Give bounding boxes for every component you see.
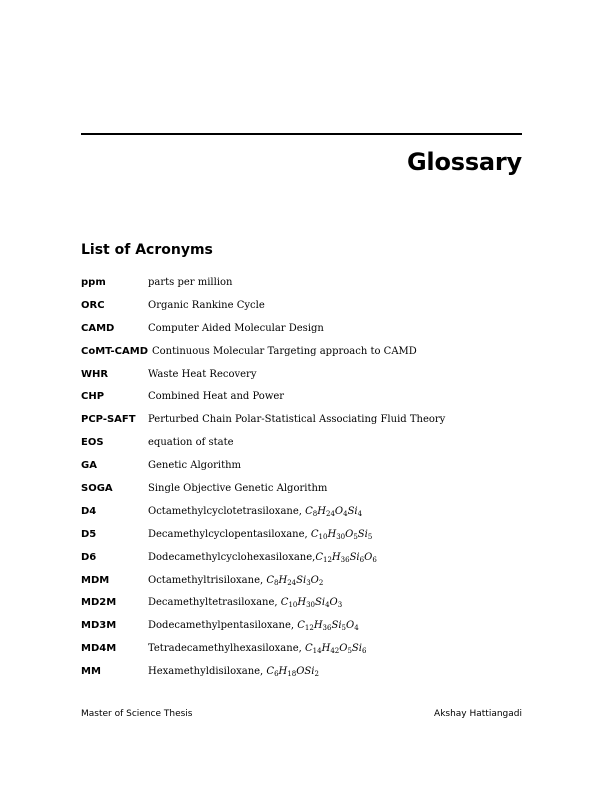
acronym-abbr: GA [81,460,97,472]
formula-element: H [327,528,337,540]
chemical-formula [305,506,362,517]
formula-element: H [297,597,307,609]
formula-element: O [334,505,344,517]
acronym-abbr: WHR [81,368,109,380]
formula-element: C [310,528,319,540]
acronym-row [81,346,522,369]
acronym-definition-text: Dodecamethylcyclohexasiloxane, [148,551,316,563]
acronym-definition [148,437,234,448]
formula-element: Si [315,597,326,609]
acronym-abbr: MD3M [81,620,117,632]
formula-element: Si [331,620,342,632]
acronym-definition [148,666,319,677]
acronym-row [81,369,522,392]
acronym-abbr: ppm [81,277,106,288]
acronym-definition [148,506,362,517]
chemical-formula [305,643,366,654]
acronym-abbr: MD4M [81,643,117,655]
formula-subscript: 36 [340,555,350,564]
acronym-row [81,529,522,552]
formula-subscript: 10 [318,532,328,541]
acronym-definition [148,323,324,334]
formula-subscript: 5 [367,532,373,541]
acronym-definition-text: Dodecamethylpentasiloxane, [148,620,298,632]
formula-element: Si [349,551,360,563]
acronym-definition-text: Genetic Algorithm [148,460,242,472]
formula-subscript: 10 [288,601,298,610]
acronym-row [81,620,522,643]
acronym-row [81,597,522,620]
acronym-row [81,391,522,414]
acronym-abbr: SOGA [81,483,113,495]
formula-element: Si [351,643,362,655]
formula-element: C [280,597,289,609]
formula-subscript: 42 [330,647,340,656]
formula-subscript: 6 [359,555,365,564]
acronym-definition-text: Octamethyltrisiloxane, [148,574,267,586]
acronym-definition-text: Tetradecamethylhexasiloxane, [148,643,305,655]
formula-element: O [346,620,355,632]
formula-element: C [315,551,323,563]
acronym-definition-text: Single Objective Genetic Algorithm [148,483,328,495]
acronym-row [81,437,522,460]
formula-subscript: 24 [325,509,335,518]
formula-element: C [305,643,313,655]
acronym-abbr: D5 [81,528,97,540]
formula-element: O [339,643,348,655]
acronym-definition [148,300,265,311]
acronym-definition [148,483,327,494]
formula-subscript: 5 [341,624,346,633]
footer-right: Akshay Hattiangadi [434,709,522,719]
chapter-rule [81,133,522,135]
acronym-abbr: MM [81,666,101,678]
acronym-row [81,552,522,575]
acronym-row [81,575,522,598]
acronym-definition [148,620,359,631]
formula-subscript: 8 [274,578,279,587]
acronym-abbr: MDM [81,574,110,586]
formula-element: H [278,666,288,678]
acronym-definition [148,391,284,402]
formula-element: O [345,528,354,540]
section-heading: List of Acronyms [81,242,213,258]
acronym-definition [148,369,256,380]
formula-element: H [313,620,323,632]
formula-subscript: 6 [274,670,279,679]
acronym-row [81,506,522,529]
chapter-title: Glossary [406,148,522,176]
chemical-formula [281,597,342,608]
formula-element: C [266,666,275,678]
formula-subscript: 12 [323,555,332,564]
formula-element: O [364,551,373,563]
acronym-abbr: D4 [81,505,97,517]
acronym-definition [152,346,417,357]
formula-element: C [305,505,313,517]
acronym-row [81,323,522,346]
acronym-definition-text: Hexamethyldisiloxane, [148,666,267,678]
acronym-definition-text: equation of state [148,437,234,449]
formula-subscript: 3 [337,601,343,610]
chemical-formula [311,529,372,540]
acronym-definition [148,460,241,471]
acronym-definition [148,597,342,608]
formula-element: H [278,574,288,586]
formula-subscript: 6 [361,647,367,656]
formula-subscript: 3 [306,578,311,587]
formula-subscript: 30 [306,601,316,610]
acronym-row [81,277,522,300]
acronym-abbr: CoMT-CAMD [81,345,148,357]
formula-element: O [310,574,319,586]
acronym-definition-text: Continuous Molecular Targeting approach to CAMD [152,345,417,357]
acronym-definition-text: Octamethylcyclotetrasiloxane, [148,505,306,517]
acronym-list [81,277,522,689]
acronym-abbr: PCP-SAFT [81,414,136,426]
acronym-abbr: CAMD [81,322,115,334]
formula-element: H [321,643,331,655]
formula-element: O [329,597,338,609]
formula-subscript: 24 [287,578,297,587]
formula-subscript: 2 [318,578,324,587]
footer-left: Master of Science Thesis [81,709,193,719]
acronym-row [81,460,522,483]
formula-subscript: 6 [372,555,377,564]
formula-element: H [331,551,341,563]
formula-subscript: 8 [312,509,318,518]
formula-subscript: 4 [325,601,330,610]
formula-element: OSi [296,666,315,678]
formula-element: C [297,620,305,632]
formula-subscript: 14 [312,647,322,656]
formula-element: Si [347,505,358,517]
acronym-row [81,643,522,666]
formula-subscript: 5 [347,647,352,656]
formula-subscript: 5 [353,532,358,541]
chemical-formula [266,666,319,677]
acronym-definition [148,575,323,586]
acronym-abbr: EOS [81,437,104,449]
acronym-definition-text: Combined Heat and Power [148,391,285,403]
chemical-formula [297,620,358,631]
formula-subscript: 30 [336,532,346,541]
acronym-definition-text: parts per million [148,277,233,288]
formula-subscript: 18 [287,670,297,679]
acronym-definition [148,643,366,654]
acronym-definition-text: Decamethylcyclopentasiloxane, [148,528,311,540]
formula-element: C [266,574,275,586]
formula-element: Si [357,528,368,540]
formula-subscript: 2 [314,670,319,679]
acronym-row [81,414,522,437]
formula-element: Si [296,574,307,586]
formula-element: H [317,505,326,517]
acronym-definition [148,552,377,563]
formula-subscript: 36 [322,624,332,633]
acronym-abbr: D6 [81,551,97,563]
acronym-definition-text: Decamethyltetrasiloxane, [148,597,281,609]
acronym-row [81,300,522,323]
acronym-row [81,666,522,689]
formula-subscript: 4 [357,509,363,518]
acronym-definition [148,277,233,288]
formula-subscript: 4 [354,624,359,633]
acronym-definition [148,414,445,425]
chemical-formula [266,575,323,586]
acronym-abbr: CHP [81,391,105,403]
formula-subscript: 12 [304,624,314,633]
acronym-row [81,483,522,506]
acronym-definition-text: Waste Heat Recovery [148,368,257,380]
acronym-abbr: MD2M [81,597,117,609]
chemical-formula [315,552,376,563]
acronym-definition-text: Computer Aided Molecular Design [148,322,324,334]
acronym-definition [148,529,372,540]
acronym-abbr: ORC [81,299,105,311]
acronym-definition-text: Perturbed Chain Polar-Statistical Associating Fluid Theory [148,414,446,426]
formula-subscript: 4 [343,509,348,518]
acronym-definition-text: Organic Rankine Cycle [148,299,265,311]
